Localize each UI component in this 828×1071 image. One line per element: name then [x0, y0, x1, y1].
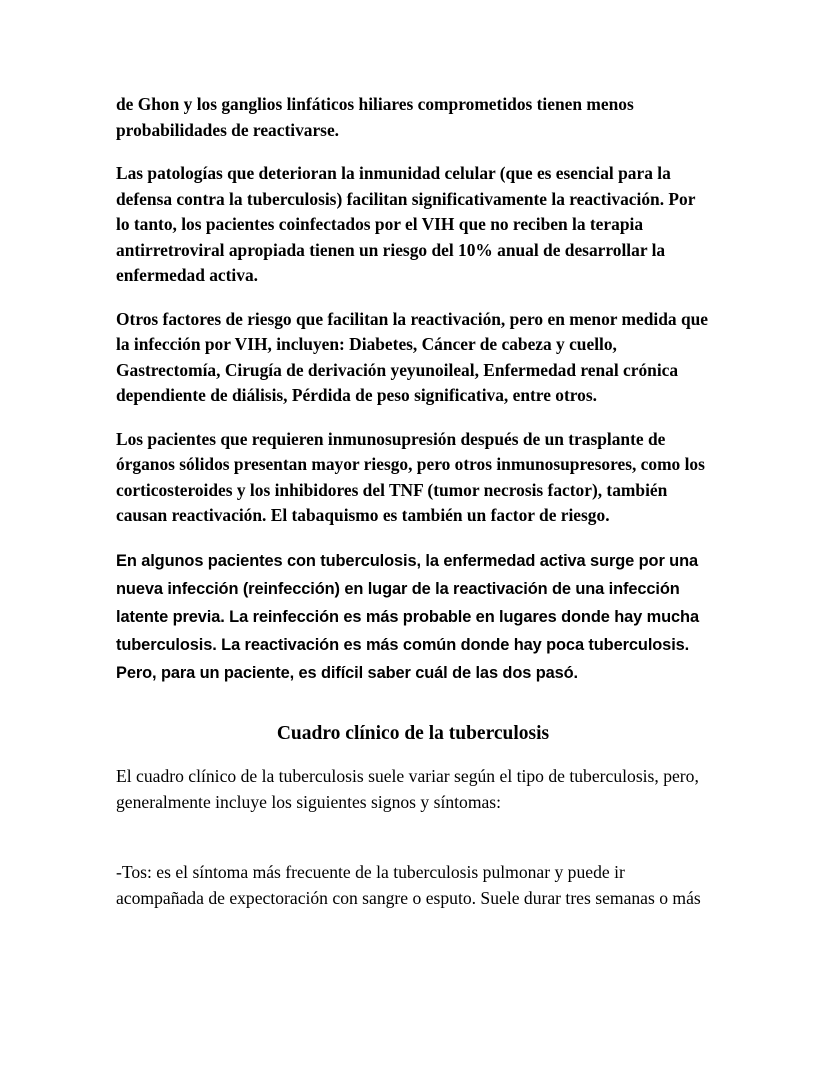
paragraph-spacer: [116, 833, 710, 859]
paragraph-ghon-nodes: de Ghon y los ganglios linfáticos hiliares comprometidos tienen menos probabilidades de reactivarse.: [116, 94, 634, 140]
paragraph-symptom-cough: -Tos: es el síntoma más frecuente de la tuberculosis pulmonar y puede ir acompañada de expectoración con sangre o esputo. Suele durar tres semanas o más: [116, 861, 701, 908]
paragraph-reinfection: En algunos pacientes con tuberculosis, la enfermedad activa surge por una nueva infección (reinfección) en lugar de la reactivación de una infección latente previa. La reinfección es más probable en lugares donde hay mucha tuberculosis. La reactivación es más común donde hay poca tuberculosis. Pero, para un paciente, es difícil saber cuál de las dos pasó.: [116, 551, 699, 682]
paragraph-risk-factors: Otros factores de riesgo que facilitan la reactivación, pero en menor medida que la infección por VIH, incluyen: Diabetes, Cáncer de cabeza y cuello, Gastrectomía, Cirugía de derivación yeyunoileal, Enfermedad renal crónica dependiente de diálisis, Pérdida de peso significativa, entre otros.: [116, 308, 709, 405]
paragraph-clinical-intro: El cuadro clínico de la tuberculosis suele variar según el tipo de tuberculosis, pero, generalmente incluye los siguientes signos y síntomas:: [116, 765, 699, 812]
paragraph-immunosuppression: Los pacientes que requieren inmunosupresión después de un trasplante de órganos sólidos presentan mayor riesgo, pero otros inmunosupresores, como los corticosteroides y los inhibidores del TNF (tumor necrosis factor), también causan reactivación. El tabaquismo es también un factor de riesgo.: [116, 428, 705, 525]
section-heading-clinical-picture: Cuadro clínico de la tuberculosis: [276, 722, 550, 744]
document-body: [116, 92, 710, 911]
paragraph-cellular-immunity: Las patologías que deterioran la inmunidad celular (que es esencial para la defensa contra la tuberculosis) facilitan significativamente la reactivación. Por lo tanto, los pacientes coinfectados por el VIH que no reciben la terapia antirretroviral apropiada tienen un riesgo del 10% anual de desarrollar la enfermedad activa.: [116, 163, 696, 285]
